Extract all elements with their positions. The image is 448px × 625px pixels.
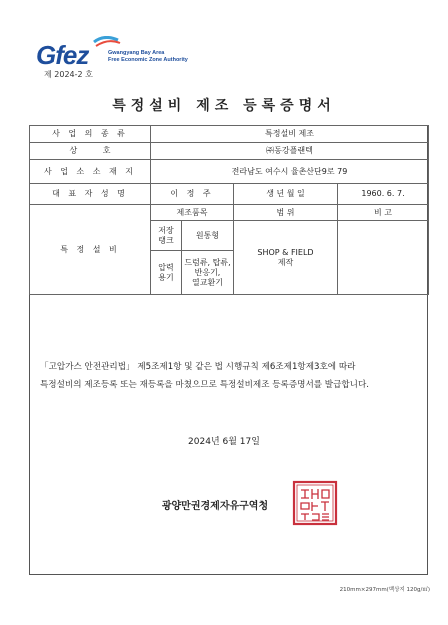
logo-subtitle-line2: Free Economic Zone Authority (108, 57, 188, 63)
pressure-vessel-item: 드럼류, 탑류, 반응기, 열교환기 (182, 251, 234, 295)
registration-table (29, 125, 429, 295)
trade-name-value: ㈜동강플랜텍 (151, 143, 429, 160)
logo-brand: Gfez (36, 40, 89, 70)
issue-date: 2024년 6월 17일 (188, 437, 260, 447)
scope-value: SHOP & FIELD 제작 (234, 221, 338, 295)
document-number: 제 2024-2 호 (44, 70, 93, 79)
birthdate-label: 생 년 월 일 (234, 184, 338, 205)
issuing-authority: 광양만권경제자유구역청 (161, 501, 269, 512)
equipment-label: 특 정 설 비 (30, 205, 151, 295)
storage-tank-label: 저장 탱크 (151, 221, 182, 251)
address-value: 전라남도 여수시 율촌산단9로 79 (151, 160, 429, 184)
representative-value: 이 정 주 (151, 184, 234, 205)
paper-spec-footer: 210mm×297mm(백상지 120g/㎡) (339, 587, 430, 593)
body-line-1: 「고압가스 안전관리법」 제5조제1항 및 같은 법 시행규칙 제6조제1항제3호에 따라 (40, 362, 356, 372)
logo-subtitle-line1: Gwangyang Bay Area (108, 50, 165, 56)
document-title: 특정설비 제조 등록증명서 (112, 98, 336, 114)
scope-column-header: 범 위 (234, 205, 338, 221)
business-type-label: 사 업 의 종 류 (30, 126, 151, 143)
storage-tank-item: 원통형 (182, 221, 234, 251)
certificate-body (40, 358, 420, 394)
body-line-2: 특정설비의 제조등록 또는 재등록을 마쳤으므로 특정설비제조 등록증명서를 발급합니다. (40, 380, 370, 390)
remarks-value (338, 221, 429, 295)
official-seal (292, 480, 338, 526)
trade-name-label: 상 호 (30, 143, 151, 160)
birthdate-value: 1960. 6. 7. (338, 184, 429, 205)
representative-label: 대 표 자 성 명 (30, 184, 151, 205)
address-label: 사 업 소 소 재 지 (30, 160, 151, 184)
remarks-column-header: 비 고 (338, 205, 429, 221)
business-type-value: 특정설비 제조 (151, 126, 429, 143)
product-column-header: 제조품목 (151, 205, 234, 221)
pressure-vessel-label: 압력 용기 (151, 251, 182, 295)
